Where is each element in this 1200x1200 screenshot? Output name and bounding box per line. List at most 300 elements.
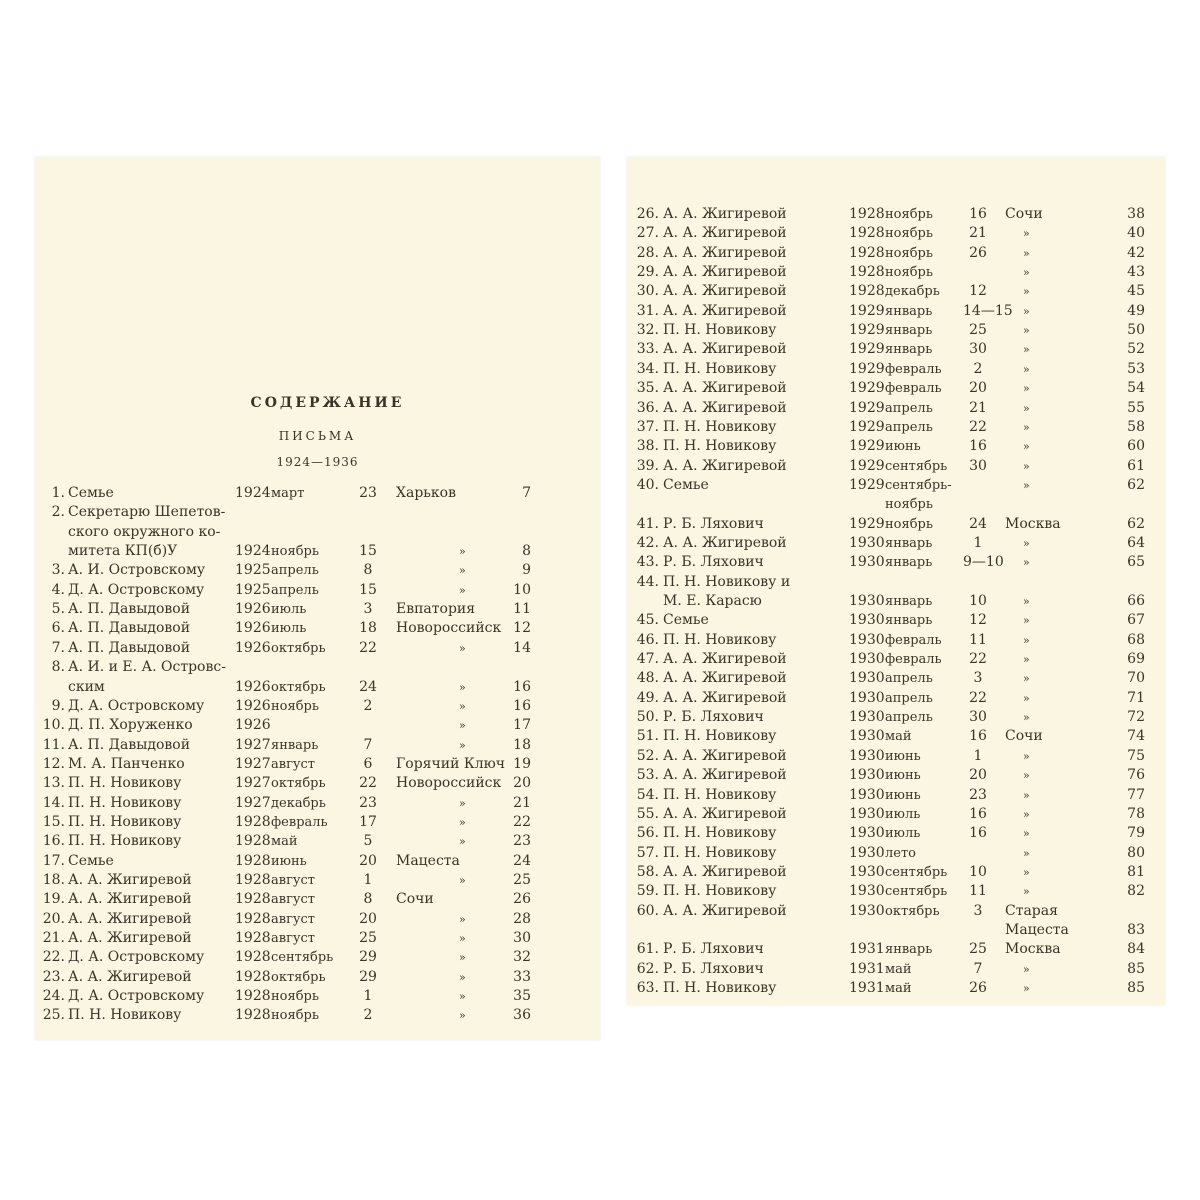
toc-row: [627, 321, 1165, 340]
toc-num: 52.: [636, 747, 659, 764]
toc-month: май: [885, 729, 912, 745]
toc-row: [627, 263, 1165, 282]
toc-day: 24: [359, 678, 377, 695]
toc-num: 53.: [636, 767, 659, 784]
toc-month: июль: [271, 621, 307, 637]
toc-year: 1926: [235, 620, 271, 637]
toc-page: 55: [1127, 399, 1145, 416]
toc-place: »: [1023, 440, 1030, 454]
toc-year: 1930: [849, 651, 885, 668]
toc-page: 81: [1127, 863, 1145, 880]
toc-place: »: [1023, 304, 1030, 318]
toc-name: Р. Б. Ляхович: [663, 960, 764, 977]
toc-day: 16: [969, 438, 987, 455]
toc-name: А. А. Жигиревой: [68, 872, 192, 888]
toc-row: [35, 774, 600, 793]
toc-num: 11.: [42, 736, 65, 753]
toc-row: [35, 484, 600, 503]
toc-num: 60.: [636, 902, 659, 919]
toc-name: А. А. Жигиревой: [663, 302, 787, 319]
toc-name: Д. А. Островскому: [68, 949, 205, 966]
toc-month: май: [885, 961, 912, 977]
toc-place: »: [459, 583, 466, 597]
toc-year: 1928: [849, 264, 885, 281]
toc-day: 8: [363, 562, 373, 579]
toc-row: [35, 619, 600, 638]
toc-year: 1929: [849, 302, 885, 319]
toc-month: август: [271, 931, 316, 947]
toc-month: февраль: [885, 361, 942, 377]
toc-day: 5: [363, 833, 373, 850]
toc-year: 1929: [849, 457, 885, 474]
toc-year: 1927: [235, 755, 271, 772]
toc-name: Р. Б. Ляхович: [663, 941, 764, 958]
toc-num: 55.: [636, 805, 659, 822]
toc-day: 22: [969, 651, 987, 668]
toc-page: 65: [1127, 554, 1145, 571]
toc-row: [35, 542, 600, 561]
toc-num: 31.: [636, 302, 659, 319]
toc-place: Новороссийск: [396, 775, 502, 792]
toc-page: 79: [1127, 825, 1145, 842]
toc-row: [627, 979, 1165, 998]
toc-place: Евпатория: [396, 601, 476, 618]
toc-day: 29: [359, 949, 377, 966]
toc-year: 1930: [849, 883, 885, 900]
toc-page: 35: [513, 988, 531, 1005]
toc-place: Мацеста: [396, 852, 460, 869]
toc-month: декабрь: [885, 284, 940, 300]
toc-name: А. П. Давыдовой: [68, 639, 191, 656]
toc-row: [35, 658, 600, 677]
toc-place: »: [1023, 595, 1030, 608]
toc-place: »: [1023, 846, 1030, 860]
toc-num: 44.: [636, 573, 659, 590]
toc-day: 7: [363, 736, 373, 753]
toc-page: 62: [1127, 515, 1145, 532]
toc-month: январь: [885, 535, 933, 551]
toc-place: »: [1023, 324, 1030, 338]
toc-day: 12: [969, 283, 987, 300]
toc-name: П. Н. Новикову: [68, 775, 182, 792]
toc-num: 21.: [42, 930, 65, 947]
toc-place: »: [459, 545, 466, 559]
toc-page: 64: [1127, 534, 1145, 551]
toc-place: »: [1023, 982, 1030, 995]
toc-place: »: [1023, 885, 1030, 899]
toc-year: 1930: [849, 805, 885, 822]
toc-num: 45.: [636, 612, 659, 629]
toc-place: Новороссийск: [396, 620, 502, 637]
toc-year: 1930: [849, 689, 885, 706]
toc-num: 29.: [636, 264, 659, 281]
toc-page: 23: [513, 833, 531, 850]
toc-num: 62.: [636, 960, 659, 977]
toc-name: П. Н. Новикову: [68, 833, 182, 850]
toc-day: 14—15: [963, 302, 1013, 319]
toc-day: 18: [359, 620, 377, 637]
toc-month: август: [271, 873, 316, 888]
toc-day: 1: [973, 747, 983, 764]
toc-name: А. А. Жигиревой: [663, 380, 787, 397]
toc-day: 26: [969, 244, 987, 261]
toc-name: П. Н. Новикову: [663, 786, 777, 803]
toc-year: 1930: [849, 844, 885, 861]
toc-num: 6.: [51, 620, 65, 637]
toc-page: 60: [1127, 438, 1145, 455]
toc-name: А. А. Жигиревой: [663, 244, 787, 261]
toc-day: 3: [363, 601, 373, 618]
toc-num: 3.: [51, 562, 65, 579]
toc-month: апрель: [885, 419, 933, 435]
toc-month: ноябрь: [271, 544, 319, 560]
toc-num: 7.: [51, 639, 65, 656]
toc-row: [627, 379, 1165, 398]
toc-place: Мацеста: [1005, 921, 1069, 938]
toc-year: 1930: [849, 825, 885, 842]
toc-place: Москва: [1005, 941, 1061, 958]
toc-name: А. А. Жигиревой: [663, 805, 787, 822]
toc-month: июнь: [885, 768, 921, 784]
toc-name: П. Н. Новикову: [663, 322, 777, 339]
toc-row: [627, 844, 1165, 863]
toc-place: »: [1023, 420, 1030, 434]
toc-page: 68: [1127, 631, 1145, 648]
toc-year: 1925: [235, 581, 271, 598]
toc-page: 11: [513, 601, 531, 618]
toc-row: [35, 600, 600, 619]
toc-year: 1929: [849, 476, 885, 493]
toc-place: Москва: [1005, 515, 1061, 532]
toc-day: 30: [969, 457, 987, 474]
toc-day: 11: [969, 631, 987, 648]
toc-day: 16: [969, 206, 987, 222]
toc-num: 49.: [636, 689, 659, 706]
toc-year: 1928: [235, 891, 271, 908]
toc-num: 43.: [636, 554, 659, 571]
right-toc-list: [627, 157, 1165, 1005]
toc-day: 3: [973, 902, 983, 919]
toc-num: 25.: [42, 1007, 65, 1024]
toc-place: »: [1023, 807, 1030, 821]
toc-month: сентябрь-: [885, 477, 952, 493]
toc-place: »: [1023, 266, 1030, 280]
toc-row: [627, 573, 1165, 592]
toc-day: 20: [969, 380, 987, 397]
toc-row: [627, 650, 1165, 669]
toc-name: А. А. Жигиревой: [663, 689, 787, 706]
toc-row: [35, 581, 600, 600]
toc-month: январь: [271, 737, 319, 753]
toc-place: »: [1023, 653, 1030, 667]
toc-row: [627, 940, 1165, 959]
toc-page: 30: [513, 930, 531, 947]
toc-name: А. А. Жигиревой: [663, 651, 787, 668]
toc-name: П. Н. Новикову: [663, 360, 777, 377]
toc-name: П. Н. Новикову: [663, 883, 777, 900]
toc-place: »: [1023, 788, 1030, 802]
toc-month: ноябрь: [271, 1008, 319, 1024]
toc-name: Д. П. Хоруженко: [68, 717, 193, 734]
toc-num: 12.: [42, 755, 65, 772]
toc-row: [627, 302, 1165, 321]
toc-name: А. А. Жигиревой: [663, 283, 787, 300]
toc-num: 15.: [42, 813, 65, 830]
toc-day: 15: [359, 581, 377, 598]
toc-row: [35, 832, 600, 851]
toc-place: »: [1023, 865, 1030, 879]
toc-place: »: [1023, 343, 1030, 357]
toc-year: 1928: [235, 852, 271, 869]
toc-page: 9: [522, 562, 531, 579]
toc-month: апрель: [271, 582, 319, 598]
toc-num: 27.: [636, 225, 659, 242]
toc-page: 12: [513, 620, 531, 637]
toc-month: январь: [885, 555, 933, 571]
toc-month: февраль: [885, 652, 942, 668]
toc-day: 2: [973, 360, 983, 377]
toc-name: ским: [68, 678, 105, 695]
toc-place: »: [1023, 478, 1030, 492]
toc-row: [627, 244, 1165, 263]
toc-year: 1927: [235, 794, 271, 811]
toc-row: [627, 921, 1165, 940]
toc-num: 13.: [42, 775, 65, 792]
toc-month: октябрь: [885, 903, 940, 919]
toc-day: 1: [363, 872, 373, 888]
toc-year: 1928: [849, 206, 885, 222]
toc-day: 2: [363, 697, 373, 714]
toc-name: А. А. Жигиревой: [663, 206, 787, 222]
toc-day: 21: [969, 225, 987, 242]
toc-row: [627, 592, 1165, 611]
toc-num: 23.: [42, 968, 65, 985]
toc-row: [627, 689, 1165, 708]
toc-day: 22: [969, 689, 987, 706]
toc-day: 20: [359, 852, 377, 869]
toc-num: 4.: [51, 581, 65, 598]
toc-num: 24.: [42, 988, 65, 1005]
toc-num: 30.: [636, 283, 659, 300]
toc-day: 10: [969, 863, 987, 880]
toc-month: август: [271, 756, 316, 772]
toc-num: 17.: [42, 852, 65, 869]
toc-place: »: [1023, 633, 1030, 647]
toc-month: ноябрь: [271, 989, 319, 1005]
toc-year: 1928: [235, 813, 271, 830]
toc-year: 1928: [235, 1007, 271, 1024]
toc-num: 51.: [636, 728, 659, 745]
toc-place: »: [1023, 459, 1030, 473]
toc-month: апрель: [885, 671, 933, 687]
toc-page: 58: [1127, 418, 1145, 435]
toc-row: [35, 1006, 600, 1025]
toc-num: 5.: [51, 601, 65, 618]
toc-place: »: [459, 1009, 466, 1023]
toc-place: Харьков: [396, 485, 456, 501]
toc-num: 38.: [636, 438, 659, 455]
toc-name: А. А. Жигиревой: [663, 767, 787, 784]
toc-place: »: [1023, 246, 1030, 260]
toc-month: ноябрь: [885, 516, 933, 532]
toc-name: А. А. Жигиревой: [663, 902, 787, 919]
toc-place: »: [459, 719, 466, 733]
toc-row: [627, 457, 1165, 476]
toc-row: [627, 747, 1165, 766]
toc-day: 25: [359, 930, 377, 947]
toc-place: »: [459, 951, 466, 965]
toc-name: А. И. и Е. А. Островс-: [68, 659, 226, 676]
toc-page: 53: [1127, 360, 1145, 377]
toc-day: 11: [969, 883, 987, 900]
toc-num: 32.: [636, 322, 659, 339]
toc-year: 1927: [235, 736, 271, 753]
toc-place: »: [1023, 536, 1030, 550]
toc-month: ноябрь: [885, 226, 933, 242]
toc-place: »: [1023, 362, 1030, 376]
toc-row: [35, 639, 600, 658]
toc-row: [35, 871, 600, 890]
toc-page: 85: [1127, 980, 1145, 996]
toc-row: [627, 805, 1165, 824]
toc-day: 24: [969, 515, 987, 532]
toc-day: 22: [359, 639, 377, 656]
toc-day: 22: [359, 775, 377, 792]
toc-num: 59.: [636, 883, 659, 900]
toc-num: 61.: [636, 941, 659, 958]
toc-num: 37.: [636, 418, 659, 435]
toc-year: 1930: [849, 593, 885, 609]
toc-page: 49: [1127, 302, 1145, 319]
toc-num: 35.: [636, 380, 659, 397]
toc-day: 1: [973, 534, 983, 551]
toc-num: 58.: [636, 863, 659, 880]
toc-page: 18: [513, 736, 531, 753]
toc-year: 1928: [849, 244, 885, 261]
toc-page: 25: [513, 872, 531, 888]
toc-num: 33.: [636, 341, 659, 358]
toc-place: »: [459, 564, 466, 578]
toc-num: 16.: [42, 833, 65, 850]
toc-month: февраль: [885, 381, 942, 397]
toc-page: 14: [513, 639, 531, 656]
toc-name: А. А. Жигиревой: [663, 264, 787, 281]
toc-place: »: [459, 680, 466, 694]
toc-name: А. А. Жигиревой: [663, 747, 787, 764]
toc-month: январь: [885, 342, 933, 358]
toc-row: [627, 534, 1165, 553]
toc-page: 71: [1127, 689, 1145, 706]
toc-name: П. Н. Новикову: [663, 438, 777, 455]
toc-page: 8: [522, 543, 531, 560]
toc-place: »: [1023, 749, 1030, 763]
left-page: [35, 157, 600, 1040]
toc-page: 85: [1127, 960, 1145, 977]
toc-day: 30: [969, 341, 987, 358]
toc-place: »: [1023, 769, 1030, 783]
toc-page: 32: [513, 949, 531, 966]
toc-page: 26: [513, 891, 531, 908]
toc-place: »: [459, 815, 466, 829]
toc-month: январь: [885, 323, 933, 339]
toc-year: 1928: [235, 968, 271, 985]
toc-day: 20: [359, 910, 377, 927]
toc-row: [627, 863, 1165, 882]
toc-year: 1927: [235, 775, 271, 792]
toc-place: »: [459, 912, 466, 926]
toc-name: Семье: [68, 485, 114, 501]
toc-name: А. А. Жигиревой: [68, 891, 192, 908]
toc-day: 22: [969, 418, 987, 435]
toc-month: октябрь: [271, 776, 326, 792]
toc-name: М. А. Панченко: [68, 755, 185, 772]
toc-num: 41.: [636, 515, 659, 532]
toc-name: А. П. Давыдовой: [68, 601, 191, 618]
toc-day: 1: [363, 988, 373, 1005]
toc-place: »: [1023, 382, 1030, 396]
toc-page: 84: [1127, 941, 1145, 958]
toc-year: 1928: [235, 833, 271, 850]
toc-page: 17: [513, 717, 531, 734]
toc-month: май: [885, 981, 912, 996]
toc-day: 3: [973, 670, 983, 687]
toc-day: 9—10: [963, 554, 1004, 571]
toc-year: 1928: [235, 872, 271, 888]
toc-year: 1929: [849, 341, 885, 358]
toc-year: 1924: [235, 543, 271, 560]
toc-month: октябрь: [271, 679, 326, 695]
toc-day: 12: [969, 612, 987, 629]
toc-num: 34.: [636, 360, 659, 377]
toc-day: 15: [359, 543, 377, 560]
toc-month: ноябрь: [885, 265, 933, 281]
toc-year: 1929: [849, 322, 885, 339]
toc-place: »: [1023, 672, 1030, 686]
toc-row: [627, 360, 1165, 379]
toc-month: сентябрь: [885, 864, 948, 880]
toc-page: 19: [513, 755, 531, 772]
toc-place: »: [459, 699, 466, 713]
toc-month: январь: [885, 613, 933, 629]
toc-year: 1925: [235, 562, 271, 579]
toc-name: П. Н. Новикову: [68, 1007, 182, 1024]
toc-name: митета КП(б)У: [68, 543, 178, 560]
toc-page: 70: [1127, 670, 1145, 687]
toc-row: [35, 716, 600, 735]
toc-year: 1931: [849, 980, 885, 996]
toc-name: П. Н. Новикову: [663, 825, 777, 842]
toc-num: 22.: [42, 949, 65, 966]
toc-page: 7: [522, 485, 531, 501]
toc-year: 1926: [235, 678, 271, 695]
toc-num: 9.: [51, 697, 65, 714]
toc-year: 1930: [849, 554, 885, 571]
toc-day: 21: [969, 399, 987, 416]
toc-name: А. А. Жигиревой: [663, 863, 787, 880]
toc-place: »: [1023, 556, 1030, 570]
toc-year: 1928: [235, 910, 271, 927]
toc-row: [35, 736, 600, 755]
toc-row: [627, 766, 1165, 785]
toc-num: 2.: [51, 504, 65, 521]
toc-name: А. А. Жигиревой: [663, 534, 787, 551]
toc-row: [627, 495, 1165, 514]
toc-row: [35, 890, 600, 909]
toc-page: 50: [1127, 322, 1145, 339]
toc-page: 61: [1127, 457, 1145, 474]
toc-year: 1931: [849, 960, 885, 977]
toc-year: 1931: [849, 941, 885, 958]
